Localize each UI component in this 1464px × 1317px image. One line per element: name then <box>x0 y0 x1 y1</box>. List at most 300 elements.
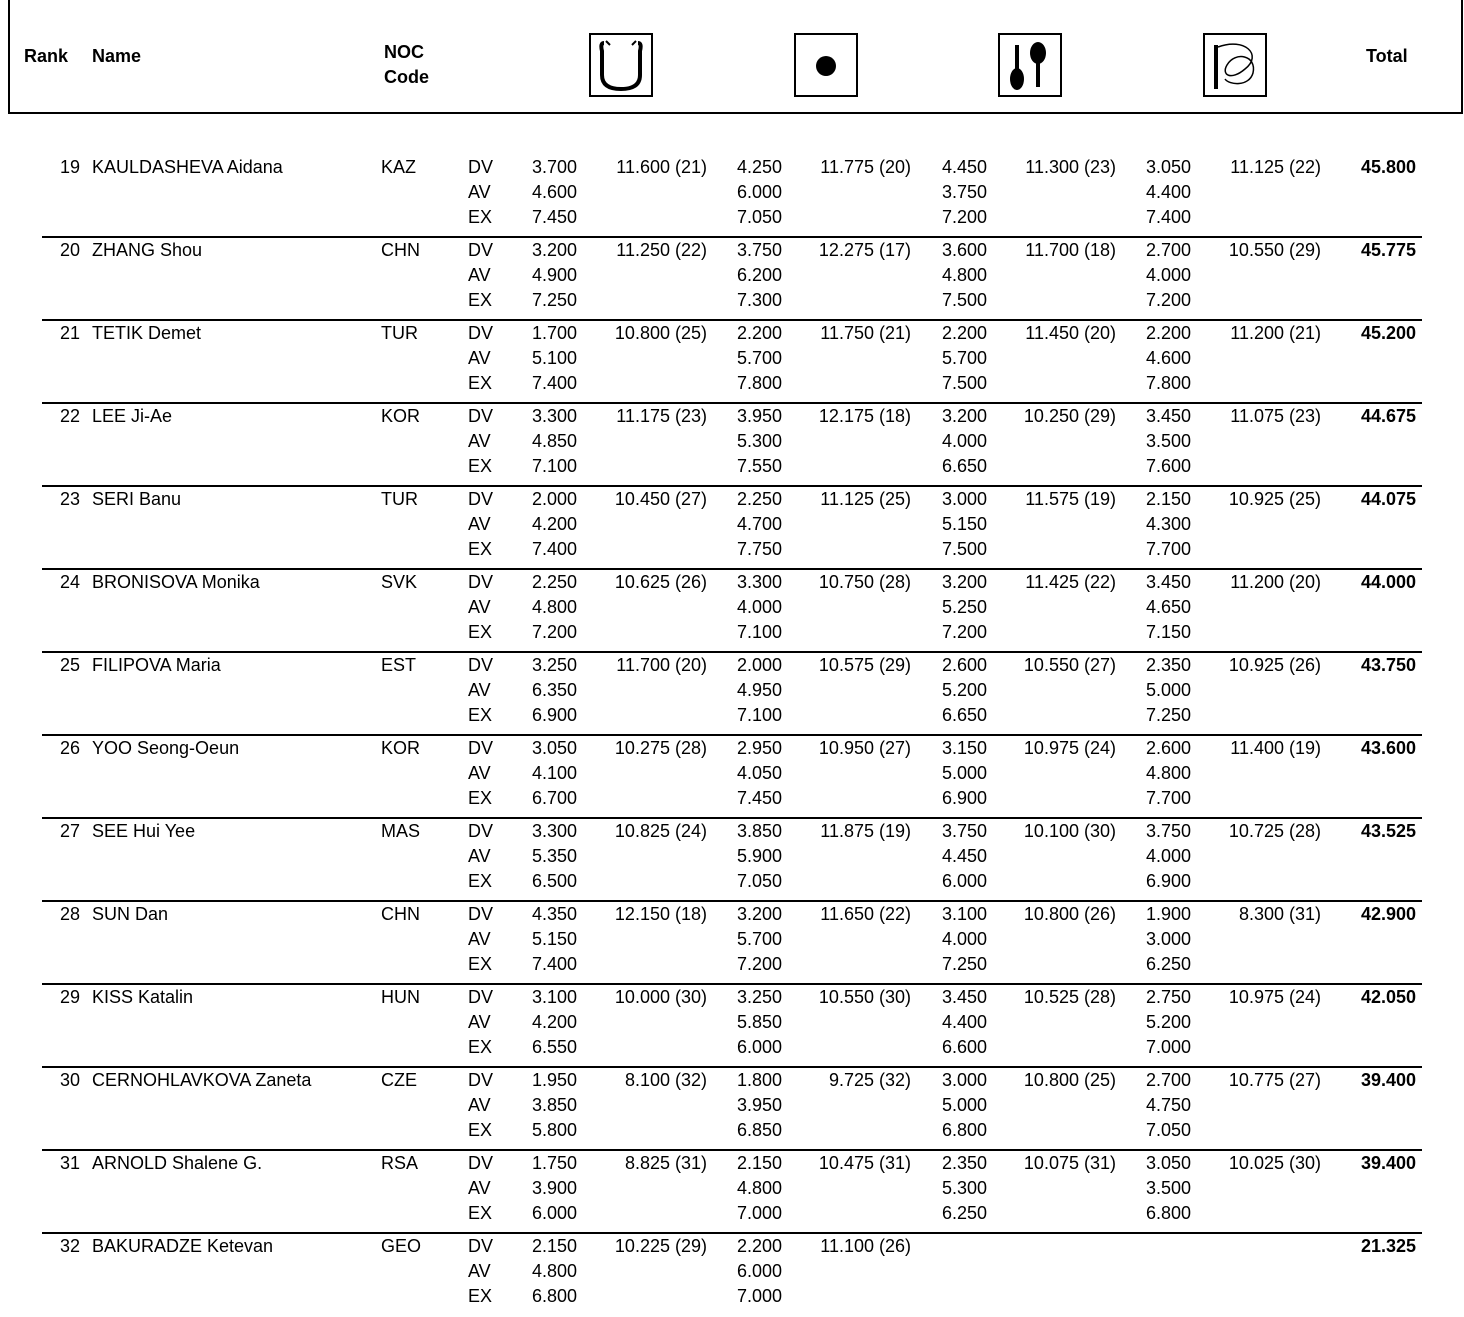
difficulty-value: 2.200 <box>1145 323 1191 343</box>
difficulty-value: 3.000 <box>941 489 987 509</box>
noc-code: MAS <box>381 821 421 841</box>
total-score: 43.750 <box>1360 655 1416 675</box>
difficulty-value: 2.200 <box>941 323 987 343</box>
apparatus-score: 10.750 (28) <box>818 572 911 592</box>
artistry-value: 4.750 <box>1145 1095 1191 1115</box>
apparatus-score: 10.100 (30) <box>1023 821 1116 841</box>
artistry-value: 4.000 <box>1145 265 1191 285</box>
difficulty-value: 3.100 <box>531 987 577 1007</box>
execution-value: 7.250 <box>941 954 987 974</box>
apparatus-score: 10.775 (27) <box>1228 1070 1321 1090</box>
execution-value: 6.650 <box>941 705 987 725</box>
results-header <box>8 0 1463 114</box>
rank-cell: 28 <box>59 904 80 924</box>
apparatus-score: 11.450 (20) <box>1025 323 1116 343</box>
artistry-value: 5.250 <box>941 597 987 617</box>
noc-code: GEO <box>381 1236 422 1256</box>
athlete-name: SEE Hui Yee <box>92 821 196 841</box>
apparatus-score: 10.025 (30) <box>1228 1153 1321 1173</box>
difficulty-value: 1.950 <box>531 1070 577 1090</box>
total-score: 45.800 <box>1360 157 1416 177</box>
artistry-value: 4.700 <box>736 514 782 534</box>
apparatus-score: 11.100 (26) <box>820 1236 911 1256</box>
score-label-dv: DV <box>468 240 494 260</box>
execution-value: 7.450 <box>736 788 782 808</box>
execution-value: 7.450 <box>531 207 577 227</box>
artistry-value: 5.300 <box>941 1178 987 1198</box>
artistry-value: 4.800 <box>1145 763 1191 783</box>
execution-value: 7.100 <box>531 456 577 476</box>
difficulty-value: 3.850 <box>736 821 782 841</box>
table-row <box>0 736 1464 819</box>
execution-value: 7.250 <box>531 290 577 310</box>
apparatus-score: 10.825 (24) <box>614 821 707 841</box>
difficulty-value: 2.150 <box>736 1153 782 1173</box>
artistry-value: 4.900 <box>531 265 577 285</box>
noc-code: CHN <box>381 240 420 260</box>
score-label-dv: DV <box>468 323 494 343</box>
apparatus-score: 10.575 (29) <box>818 655 911 675</box>
execution-value: 6.000 <box>736 1037 782 1057</box>
difficulty-value: 3.750 <box>941 821 987 841</box>
rank-cell: 32 <box>59 1236 80 1256</box>
artistry-value: 5.150 <box>941 514 987 534</box>
athlete-name: SUN Dan <box>92 904 169 924</box>
score-label-dv: DV <box>468 489 494 509</box>
artistry-value: 4.400 <box>941 1012 987 1032</box>
score-label-av: AV <box>468 680 491 700</box>
apparatus-score: 10.000 (30) <box>614 987 707 1007</box>
score-label-av: AV <box>468 1178 491 1198</box>
apparatus-score: 11.650 (22) <box>820 904 911 924</box>
score-label-dv: DV <box>468 572 494 592</box>
difficulty-value: 2.000 <box>736 655 782 675</box>
artistry-value: 4.800 <box>531 1261 577 1281</box>
apparatus-score: 11.600 (21) <box>616 157 707 177</box>
score-label-dv: DV <box>468 987 494 1007</box>
athlete-name: TETIK Demet <box>92 323 202 343</box>
execution-value: 7.200 <box>531 622 577 642</box>
execution-value: 7.000 <box>736 1203 782 1223</box>
table-row <box>0 653 1464 736</box>
noc-code: TUR <box>381 323 418 343</box>
difficulty-value: 2.150 <box>1145 489 1191 509</box>
score-label-dv: DV <box>468 655 494 675</box>
difficulty-value: 3.300 <box>531 406 577 426</box>
table-row <box>0 404 1464 487</box>
apparatus-score: 10.075 (31) <box>1023 1153 1116 1173</box>
table-row <box>0 902 1464 985</box>
difficulty-value: 3.050 <box>1145 157 1191 177</box>
artistry-value: 3.750 <box>941 182 987 202</box>
difficulty-value: 1.900 <box>1145 904 1191 924</box>
score-label-ex: EX <box>468 373 493 393</box>
score-label-ex: EX <box>468 290 493 310</box>
score-label-av: AV <box>468 1095 491 1115</box>
score-label-ex: EX <box>468 788 493 808</box>
execution-value: 7.150 <box>1145 622 1191 642</box>
noc-header-line2: Code <box>384 67 429 87</box>
artistry-value: 4.800 <box>941 265 987 285</box>
score-label-ex: EX <box>468 622 493 642</box>
apparatus-score: 8.300 (31) <box>1238 904 1321 924</box>
apparatus-score: 10.275 (28) <box>614 738 707 758</box>
artistry-value: 4.050 <box>736 763 782 783</box>
score-label-av: AV <box>468 431 491 451</box>
table-row <box>0 985 1464 1068</box>
artistry-value: 3.900 <box>531 1178 577 1198</box>
execution-value: 5.800 <box>531 1120 577 1140</box>
execution-value: 7.400 <box>1145 207 1191 227</box>
apparatus-score: 10.550 (29) <box>1228 240 1321 260</box>
execution-value: 6.800 <box>1145 1203 1191 1223</box>
apparatus-score: 10.800 (26) <box>1023 904 1116 924</box>
execution-value: 7.200 <box>941 207 987 227</box>
apparatus-score: 11.875 (19) <box>820 821 911 841</box>
execution-value: 6.500 <box>531 871 577 891</box>
execution-value: 6.250 <box>941 1203 987 1223</box>
athlete-name: BAKURADZE Ketevan <box>92 1236 274 1256</box>
artistry-value: 6.000 <box>736 1261 782 1281</box>
rank-cell: 24 <box>59 572 80 592</box>
score-label-av: AV <box>468 182 491 202</box>
difficulty-value: 3.450 <box>941 987 987 1007</box>
rank-cell: 30 <box>59 1070 80 1090</box>
apparatus-score: 11.700 (18) <box>1025 240 1116 260</box>
execution-value: 6.900 <box>1145 871 1191 891</box>
athlete-name: SERI Banu <box>92 489 182 509</box>
score-label-ex: EX <box>468 207 493 227</box>
execution-value: 7.200 <box>736 954 782 974</box>
artistry-value: 5.150 <box>531 929 577 949</box>
artistry-value: 6.000 <box>736 182 782 202</box>
difficulty-value: 4.250 <box>736 157 782 177</box>
rank-cell: 31 <box>59 1153 80 1173</box>
difficulty-value: 3.250 <box>531 655 577 675</box>
execution-value: 7.100 <box>736 705 782 725</box>
total-score: 39.400 <box>1360 1070 1416 1090</box>
table-row <box>0 1068 1464 1151</box>
execution-value: 6.850 <box>736 1120 782 1140</box>
artistry-value: 3.500 <box>1145 431 1191 451</box>
score-label-av: AV <box>468 929 491 949</box>
apparatus-score: 11.075 (23) <box>1230 406 1321 426</box>
execution-value: 7.700 <box>1145 788 1191 808</box>
score-label-av: AV <box>468 597 491 617</box>
total-score: 42.050 <box>1360 987 1416 1007</box>
apparatus-score: 11.175 (23) <box>616 406 707 426</box>
artistry-value: 5.000 <box>1145 680 1191 700</box>
noc-code: TUR <box>381 489 418 509</box>
execution-value: 7.550 <box>736 456 782 476</box>
execution-value: 7.200 <box>1145 290 1191 310</box>
athlete-name: KISS Katalin <box>92 987 194 1007</box>
execution-value: 7.500 <box>941 373 987 393</box>
score-label-dv: DV <box>468 738 494 758</box>
apparatus-score: 11.575 (19) <box>1025 489 1116 509</box>
execution-value: 6.650 <box>941 456 987 476</box>
score-label-ex: EX <box>468 539 493 559</box>
total-score: 21.325 <box>1360 1236 1416 1256</box>
apparatus-score: 12.175 (18) <box>818 406 911 426</box>
rank-cell: 20 <box>59 240 80 260</box>
artistry-value: 4.400 <box>1145 182 1191 202</box>
artistry-value: 4.000 <box>736 597 782 617</box>
score-label-av: AV <box>468 265 491 285</box>
score-label-ex: EX <box>468 1203 493 1223</box>
athlete-name: KAULDASHEVA Aidana <box>92 157 283 177</box>
noc-code: HUN <box>381 987 420 1007</box>
apparatus-score: 11.300 (23) <box>1025 157 1116 177</box>
apparatus-score: 11.425 (22) <box>1025 572 1116 592</box>
rank-cell: 23 <box>59 489 80 509</box>
apparatus-score: 12.275 (17) <box>818 240 911 260</box>
score-label-dv: DV <box>468 1153 494 1173</box>
artistry-value: 4.000 <box>941 929 987 949</box>
difficulty-value: 3.250 <box>736 987 782 1007</box>
difficulty-value: 3.050 <box>1145 1153 1191 1173</box>
difficulty-value: 2.700 <box>1145 240 1191 260</box>
execution-value: 6.900 <box>531 705 577 725</box>
score-label-av: AV <box>468 514 491 534</box>
noc-code: KAZ <box>381 157 417 177</box>
artistry-value: 3.500 <box>1145 1178 1191 1198</box>
difficulty-value: 2.600 <box>1145 738 1191 758</box>
artistry-value: 5.350 <box>531 846 577 866</box>
apparatus-score: 10.800 (25) <box>1023 1070 1116 1090</box>
difficulty-value: 3.200 <box>941 572 987 592</box>
rank-cell: 22 <box>59 406 80 426</box>
apparatus-score: 11.750 (21) <box>820 323 911 343</box>
execution-value: 7.300 <box>736 290 782 310</box>
difficulty-value: 2.950 <box>736 738 782 758</box>
difficulty-value: 2.200 <box>736 323 782 343</box>
apparatus-score: 11.200 (20) <box>1230 572 1321 592</box>
rank-cell: 21 <box>59 323 80 343</box>
athlete-name: BRONISOVA Monika <box>92 572 260 592</box>
artistry-value: 5.700 <box>736 929 782 949</box>
noc-code: KOR <box>381 406 421 426</box>
score-label-ex: EX <box>468 954 493 974</box>
apparatus-score: 11.250 (22) <box>616 240 707 260</box>
apparatus-score: 11.700 (20) <box>616 655 707 675</box>
apparatus-score: 11.125 (22) <box>1230 157 1321 177</box>
artistry-value: 4.950 <box>736 680 782 700</box>
difficulty-value: 1.800 <box>736 1070 782 1090</box>
apparatus-score: 10.225 (29) <box>614 1236 707 1256</box>
difficulty-value: 2.150 <box>531 1236 577 1256</box>
score-label-av: AV <box>468 763 491 783</box>
score-label-ex: EX <box>468 1037 493 1057</box>
difficulty-value: 3.750 <box>736 240 782 260</box>
execution-value: 6.550 <box>531 1037 577 1057</box>
apparatus-score: 12.150 (18) <box>614 904 707 924</box>
table-row <box>0 321 1464 404</box>
execution-value: 7.800 <box>1145 373 1191 393</box>
artistry-value: 5.200 <box>1145 1012 1191 1032</box>
difficulty-value: 3.450 <box>1145 406 1191 426</box>
apparatus-score: 10.450 (27) <box>614 489 707 509</box>
difficulty-value: 3.300 <box>736 572 782 592</box>
execution-value: 7.750 <box>736 539 782 559</box>
score-label-dv: DV <box>468 904 494 924</box>
execution-value: 7.050 <box>736 207 782 227</box>
athlete-name: CERNOHLAVKOVA Zaneta <box>92 1070 312 1090</box>
apparatus-score: 10.550 (27) <box>1023 655 1116 675</box>
execution-value: 6.600 <box>941 1037 987 1057</box>
hoop-icon <box>589 33 653 97</box>
difficulty-value: 2.200 <box>736 1236 782 1256</box>
execution-value: 6.800 <box>531 1286 577 1306</box>
apparatus-score: 11.125 (25) <box>820 489 911 509</box>
athlete-name: LEE Ji-Ae <box>92 406 173 426</box>
artistry-value: 5.000 <box>941 1095 987 1115</box>
artistry-value: 4.100 <box>531 763 577 783</box>
total-score: 45.775 <box>1360 240 1416 260</box>
artistry-value: 3.950 <box>736 1095 782 1115</box>
table-row <box>0 570 1464 653</box>
difficulty-value: 3.750 <box>1145 821 1191 841</box>
noc-code: RSA <box>381 1153 419 1173</box>
apparatus-score: 11.775 (20) <box>820 157 911 177</box>
execution-value: 7.000 <box>1145 1037 1191 1057</box>
artistry-value: 5.900 <box>736 846 782 866</box>
noc-code: KOR <box>381 738 421 758</box>
difficulty-value: 3.050 <box>531 738 577 758</box>
apparatus-score: 10.725 (28) <box>1228 821 1321 841</box>
artistry-value: 5.700 <box>736 348 782 368</box>
total-score: 42.900 <box>1360 904 1416 924</box>
execution-value: 7.800 <box>736 373 782 393</box>
apparatus-score: 10.550 (30) <box>818 987 911 1007</box>
athlete-name: ZHANG Shou <box>92 240 203 260</box>
difficulty-value: 2.000 <box>531 489 577 509</box>
execution-value: 7.400 <box>531 954 577 974</box>
table-row <box>0 819 1464 902</box>
difficulty-value: 3.150 <box>941 738 987 758</box>
noc-code: SVK <box>381 572 418 592</box>
score-label-dv: DV <box>468 157 494 177</box>
apparatus-score: 10.250 (29) <box>1023 406 1116 426</box>
apparatus-score: 8.825 (31) <box>624 1153 707 1173</box>
table-row <box>0 487 1464 570</box>
score-label-av: AV <box>468 846 491 866</box>
apparatus-score: 10.975 (24) <box>1023 738 1116 758</box>
difficulty-value: 2.700 <box>1145 1070 1191 1090</box>
difficulty-value: 1.750 <box>531 1153 577 1173</box>
difficulty-value: 4.450 <box>941 157 987 177</box>
apparatus-score: 10.800 (25) <box>614 323 707 343</box>
artistry-value: 5.300 <box>736 431 782 451</box>
score-label-ex: EX <box>468 871 493 891</box>
difficulty-value: 3.700 <box>531 157 577 177</box>
score-label-av: AV <box>468 1261 491 1281</box>
score-label-ex: EX <box>468 1286 493 1306</box>
name-header: Name <box>92 46 142 66</box>
apparatus-score: 10.950 (27) <box>818 738 911 758</box>
execution-value: 6.700 <box>531 788 577 808</box>
difficulty-value: 3.300 <box>531 821 577 841</box>
ball-icon <box>794 33 858 97</box>
difficulty-value: 3.000 <box>941 1070 987 1090</box>
artistry-value: 4.800 <box>736 1178 782 1198</box>
score-label-dv: DV <box>468 1236 494 1256</box>
difficulty-value: 3.200 <box>531 240 577 260</box>
execution-value: 7.400 <box>531 539 577 559</box>
apparatus-score: 10.925 (25) <box>1228 489 1321 509</box>
artistry-value: 4.850 <box>531 431 577 451</box>
artistry-value: 4.800 <box>531 597 577 617</box>
score-label-ex: EX <box>468 456 493 476</box>
difficulty-value: 1.700 <box>531 323 577 343</box>
apparatus-score: 9.725 (32) <box>828 1070 911 1090</box>
score-label-dv: DV <box>468 821 494 841</box>
artistry-value: 5.850 <box>736 1012 782 1032</box>
execution-value: 6.800 <box>941 1120 987 1140</box>
difficulty-value: 3.600 <box>941 240 987 260</box>
rank-cell: 26 <box>59 738 80 758</box>
rank-header: Rank <box>24 46 69 66</box>
execution-value: 7.700 <box>1145 539 1191 559</box>
noc-header-line1: NOC <box>384 42 424 62</box>
athlete-name: FILIPOVA Maria <box>92 655 221 675</box>
execution-value: 7.200 <box>941 622 987 642</box>
score-label-dv: DV <box>468 1070 494 1090</box>
total-score: 44.675 <box>1360 406 1416 426</box>
apparatus-score: 11.200 (21) <box>1230 323 1321 343</box>
artistry-value: 4.450 <box>941 846 987 866</box>
rank-cell: 25 <box>59 655 80 675</box>
difficulty-value: 2.250 <box>531 572 577 592</box>
athlete-name: ARNOLD Shalene G. <box>92 1153 263 1173</box>
execution-value: 7.100 <box>736 622 782 642</box>
rank-cell: 27 <box>59 821 80 841</box>
apparatus-score: 10.925 (26) <box>1228 655 1321 675</box>
artistry-value: 5.100 <box>531 348 577 368</box>
difficulty-value: 3.950 <box>736 406 782 426</box>
artistry-value: 4.000 <box>941 431 987 451</box>
difficulty-value: 2.600 <box>941 655 987 675</box>
difficulty-value: 2.750 <box>1145 987 1191 1007</box>
noc-code: EST <box>381 655 417 675</box>
execution-value: 7.400 <box>531 373 577 393</box>
execution-value: 7.600 <box>1145 456 1191 476</box>
execution-value: 7.250 <box>1145 705 1191 725</box>
artistry-value: 3.850 <box>531 1095 577 1115</box>
artistry-value: 6.200 <box>736 265 782 285</box>
apparatus-score: 10.475 (31) <box>818 1153 911 1173</box>
total-score: 44.000 <box>1360 572 1416 592</box>
artistry-value: 4.000 <box>1145 846 1191 866</box>
execution-value: 6.250 <box>1145 954 1191 974</box>
artistry-value: 4.650 <box>1145 597 1191 617</box>
noc-code: CHN <box>381 904 420 924</box>
score-label-ex: EX <box>468 1120 493 1140</box>
table-row <box>0 155 1464 238</box>
execution-value: 6.900 <box>941 788 987 808</box>
artistry-value: 4.200 <box>531 1012 577 1032</box>
noc-code: CZE <box>381 1070 417 1090</box>
total-score: 45.200 <box>1360 323 1416 343</box>
apparatus-score: 8.100 (32) <box>624 1070 707 1090</box>
artistry-value: 4.600 <box>1145 348 1191 368</box>
difficulty-value: 3.450 <box>1145 572 1191 592</box>
score-label-ex: EX <box>468 705 493 725</box>
execution-value: 6.000 <box>941 871 987 891</box>
difficulty-value: 2.350 <box>1145 655 1191 675</box>
total-score: 43.525 <box>1360 821 1416 841</box>
execution-value: 6.000 <box>531 1203 577 1223</box>
